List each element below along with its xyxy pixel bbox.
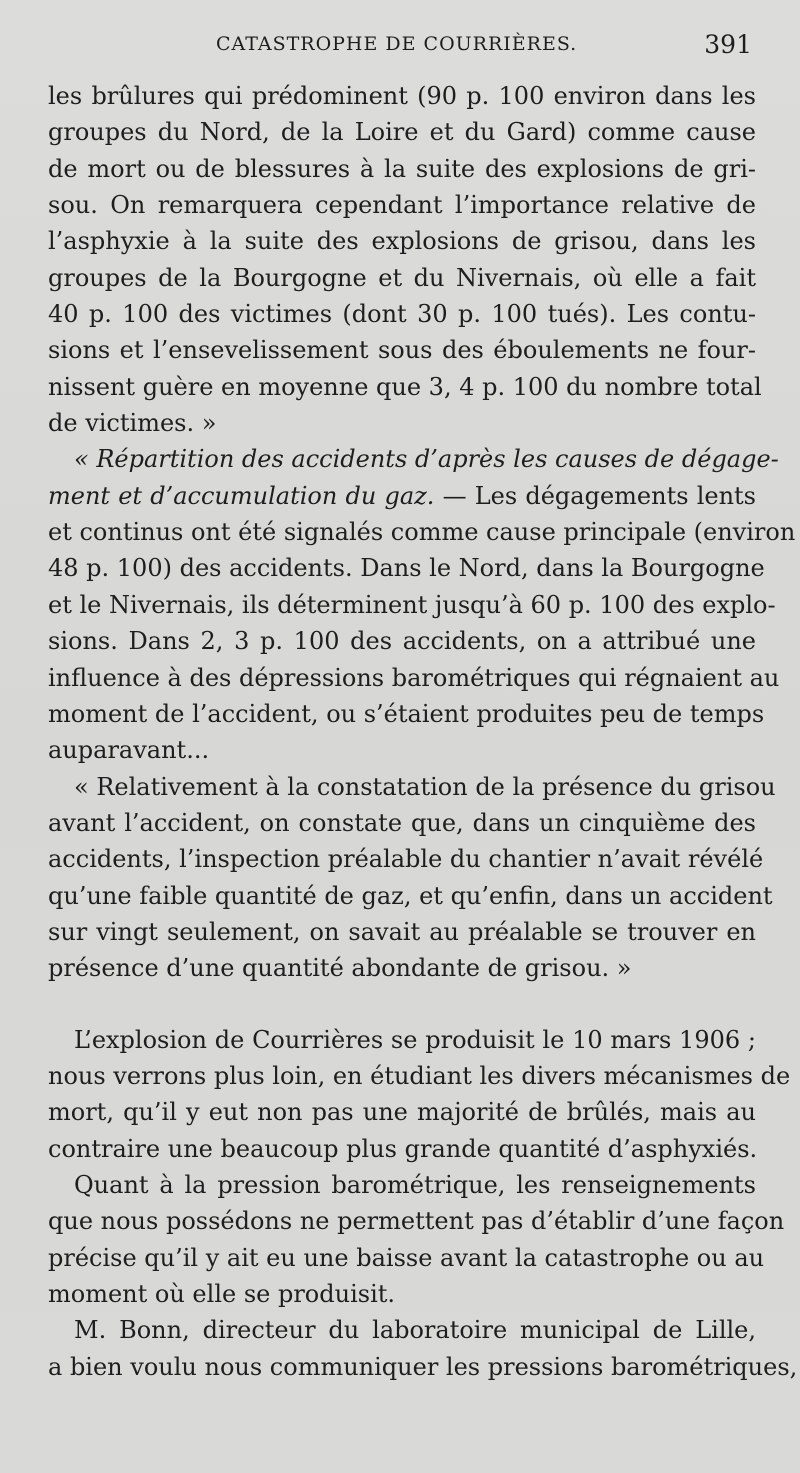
text-line: groupes de la Bourgogne et du Nivernais, où elle a fait (48, 263, 756, 292)
section-gap (48, 987, 756, 1022)
text-line: 40 p. 100 des victimes (dont 30 p. 100 tués). Les contu- (48, 300, 756, 329)
text-line: mort, qu’il y eut non pas une majorité de brûlés, mais au (48, 1098, 756, 1127)
text-line: qu’une faible quantité de gaz, et qu’enfin, dans un accident (48, 881, 773, 910)
text-line: et le Nivernais, ils déterminent jusqu’à 60 p. 100 des explo- (48, 590, 776, 619)
text-line: auparavant... (48, 736, 210, 765)
text-line: les brûlures qui prédominent (90 p. 100 environ dans les (48, 82, 756, 110)
text-line: sur vingt seulement, on savait au préalable se trouver en (48, 917, 756, 946)
text-line: accidents, l’inspection préalable du chantier n’avait révélé (48, 845, 764, 874)
text-line: et continus ont été signalés comme cause principale (environ (48, 518, 796, 547)
text-line: contraire une beaucoup plus grande quantité d’asphyxiés. (48, 1134, 758, 1163)
heading-continuation: — Les dégagements lents (434, 481, 756, 510)
text-line: M. Bonn, directeur du laboratoire municipal de Lille, (74, 1316, 756, 1345)
text-line: l’asphyxie à la suite des explosions de grisou, dans les (48, 227, 756, 256)
text-line-italic: « Répartition des accidents d’après les causes de dégage- (74, 445, 779, 474)
text-line: sou. On remarquera cependant l’importance relative de (48, 191, 756, 220)
text-line: présence d’une quantité abondante de grisou. » (48, 954, 632, 983)
italic-heading-end: ment et d’accumulation du gaz. (48, 481, 435, 510)
text-line: de victimes. » (48, 409, 217, 438)
text-line: a bien voulu nous communiquer les pressions barométriques, (48, 1352, 798, 1381)
text-line: moment de l’accident, ou s’étaient produites peu de temps (48, 699, 765, 728)
header-title: CATASTROPHE DE COURRIÈRES. (216, 33, 578, 55)
text-line: nous verrons plus loin, en étudiant les divers mécanismes de (48, 1061, 791, 1090)
text-line: sions et l’ensevelissement sous des éboulements ne four- (48, 336, 756, 365)
page-number: 391 (704, 30, 752, 59)
text-line: de mort ou de blessures à la suite des explosions de gri- (48, 154, 756, 183)
text-line: influence à des dépressions barométriques qui régnaient au (48, 663, 780, 692)
text-line: « Relativement à la constatation de la présence du grisou (74, 772, 776, 801)
text-line: avant l’accident, on constate que, dans un cinquième des (48, 808, 756, 837)
text-line: L’explosion de Courrières se produisit le 10 mars 1906 ; (74, 1025, 756, 1054)
text-line: groupes du Nord, de la Loire et du Gard) comme cause (48, 118, 756, 147)
text-line: précise qu’il y ait eu une baisse avant la catastrophe ou au (48, 1243, 765, 1272)
text-line: Quant à la pression barométrique, les renseignements (74, 1170, 756, 1199)
text-line-mixed (48, 478, 756, 514)
text-line: 48 p. 100) des accidents. Dans le Nord, dans la Bourgogne (48, 554, 765, 583)
running-header (48, 30, 752, 63)
text-line: moment où elle se produisit. (48, 1280, 396, 1308)
text-line: sions. Dans 2, 3 p. 100 des accidents, on a attribué une (48, 627, 756, 656)
text-line: nissent guère en moyenne que 3, 4 p. 100 du nombre total (48, 372, 762, 401)
paragraph-asphyxie-statistics (48, 78, 798, 1385)
text-line: que nous possédons ne permettent pas d’établir d’une façon (48, 1207, 785, 1236)
